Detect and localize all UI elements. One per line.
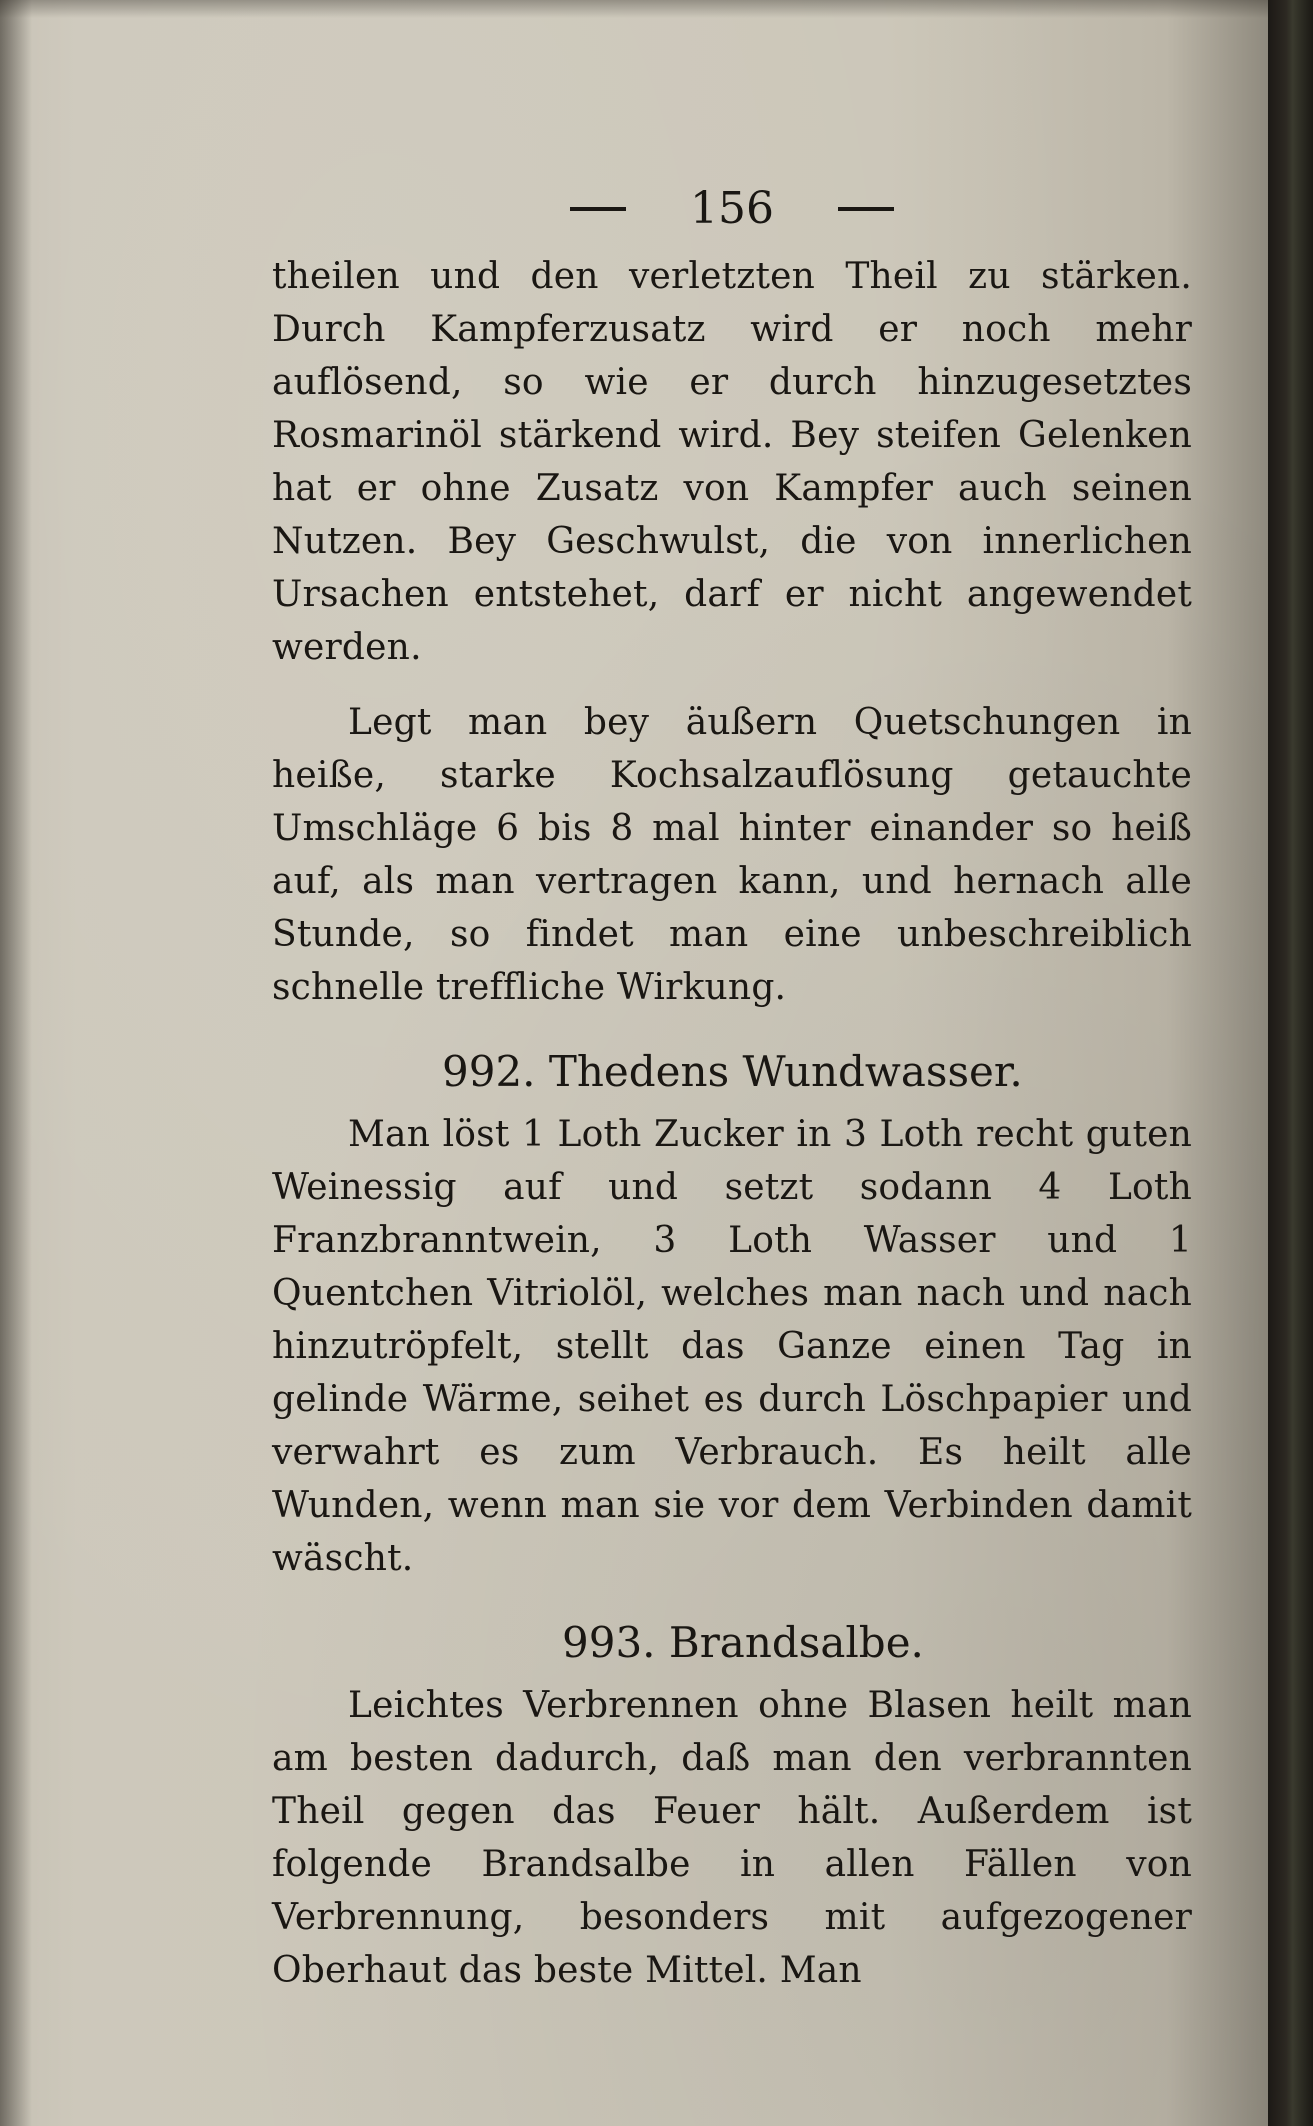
page-gutter-shadow (0, 0, 32, 2126)
page-header (272, 170, 1192, 242)
header-dash-left (570, 207, 626, 211)
page-top-edge (0, 0, 1268, 18)
section-text-992: Man löst 1 Loth Zucker in 3 Loth recht guten Weinessig auf und setzt sodann 4 Loth Franzbranntwein, 3 Loth Wasser und 1 Quentchen Vitriolöl, welches man nach und nach hinzutröpfelt, stellt das Ganze einen Tag in gelinde Wärme, seihet es durch Löschpapier und verwahrt es zum Verbrauch. Es heilt alle Wunden, wenn man sie vor dem Verbinden damit wäscht. (272, 1114, 1192, 1579)
paragraph-continuation: theilen und den verletzten Theil zu stärken. Durch Kampferzusatz wird er noch mehr auflösend, so wie er durch hinzugesetztes Rosmarinöl stärkend wird. Bey steifen Gelenken hat er ohne Zusatz von Kampfer auch seinen Nutzen. Bey Geschwulst, die von innerlichen Ursachen entstehet, darf er nicht angewendet werden. (272, 256, 1192, 668)
paragraph-quetschungen: Legt man bey äußern Quetschungen in heiße, starke Kochsalzauflösung getauchte Umschläge 6 bis 8 mal hinter einander so heiß auf, als man vertragen kann, und hernach alle Stunde, so findet man eine unbeschreiblich schnelle treffliche Wirkung. (272, 702, 1192, 1008)
page-number: 156 (690, 182, 774, 234)
section-heading-992: 992. Thedens Wundwasser. (442, 1047, 1023, 1096)
section-heading-993: 993. Brandsalbe. (562, 1618, 924, 1667)
section-text-993: Leichtes Verbrennen ohne Blasen heilt man am besten dadurch, daß man den verbrannten Theil gegen das Feuer hält. Außerdem ist folgende Brandsalbe in allen Fällen von Verbrennung, besonders mit aufgezogener Oberhaut das beste Mittel. Man (272, 1685, 1192, 1991)
header-dash-right (838, 207, 894, 211)
book-spine-edge (1268, 0, 1313, 2126)
page-content (272, 170, 1192, 1997)
